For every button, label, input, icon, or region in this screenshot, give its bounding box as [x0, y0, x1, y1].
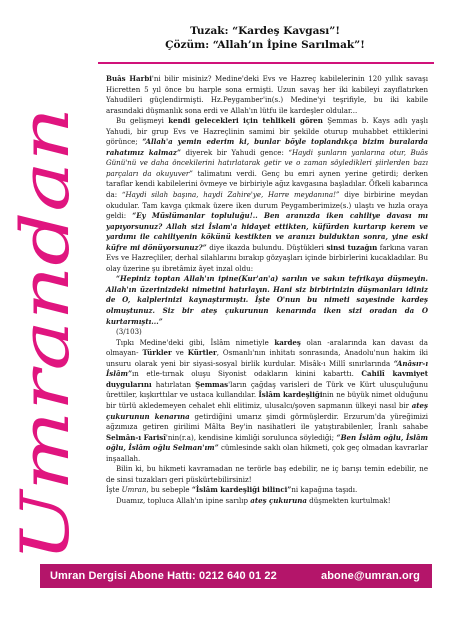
verse-quote: “Hepiniz toptan Allah'ın ipine(Kur'an'a) sarılın ve sakın tefrikaya düşmeyin. Allah'ın üzerinizdeki nimetini hatırlayın. Hani siz birbirinizin düşmanları idiniz de O, kalplerinizi kaynaştırmıştı. İşte O'nun bu nimeti sayesinde kardeş olmuştunuz. Siz bir ateş çukurunun kenarında iken sizi oradan da O kurtarmıştı...”: [106, 274, 428, 326]
text-run: Cahilî kavmiyet duygularını: [106, 369, 428, 389]
text-run: Türkler: [142, 348, 172, 358]
headline-solution: Çözüm: “Allah’ın İpine Sarılmak”!: [165, 39, 365, 51]
text-run: “Haydi şunların yanlarına otur, Buâs Günü'nü ve daha öncekilerini hatırlatarak getir ve o zaman söyledikleri şiirlerden bazı parçaları da okuyuver”: [106, 147, 428, 178]
paragraph-buas: [106, 74, 428, 116]
text-run: ni kapağına taşıdı.: [291, 485, 358, 495]
umrandan-logo-graphic: [7, 92, 84, 572]
text-run: kendi gelecekleri için tehlikeli gören: [168, 116, 323, 126]
text-run: 'ların çağdaş varisleri de Türk ve Kürt ulusçuluğunu ürettiler, kışkırttılar ve ustaca kullandılar.: [106, 379, 428, 400]
text-run: , Osmanlı'nın inhitatı sonrasında, Anadolu'nun hakim iki unsuru olarak yeni bir siyasi-sosyal birlik kurdular. Misâk-ı Millî sınırlarında: [106, 348, 428, 368]
text-run: sinsi tuzağın: [326, 242, 378, 252]
subscription-banner: [40, 564, 432, 588]
text-run: cümlesinde saklı olan hikmeti, çok geç olmadan kavrarlar inşaallah.: [106, 443, 429, 463]
text-run: Bu gelişmeyi: [116, 116, 169, 126]
text-run: Buâs Harbi: [106, 74, 152, 83]
text-run: “İslâm kardeşliği bilinci”: [191, 485, 292, 495]
text-run: “Haydi silah başına, haydi Zahire'ye, Harre meydanına!”: [121, 190, 340, 200]
text-run: “Ey Müslümanlar topluluğu!.. Ben aranızda iken cahiliye davası mı yapıyorsunuz? Allah sizi İslam'a hidayet ettikten, küfürden kurtarıp kerem ve yardımı ile cahiliyenin kökünü kestikten ve aranızı bulduktan sonra, yine eski küfre mi dönüyorsunuz?”: [106, 211, 428, 252]
text-run: Kürtler: [187, 348, 217, 358]
text-run: , bu sebeple: [146, 485, 192, 495]
article-body: [106, 74, 428, 506]
text-run: olan -aralarında kan davası da olmayan-: [106, 337, 428, 358]
verse-reference: (3/103): [116, 327, 142, 337]
paragraph-semmas: [106, 116, 428, 274]
text-run: Selmân-ı Farisî: [106, 432, 166, 442]
text-run: Şemmas b. Kays adlı yaşlı Yahudi, bir grup Evs ve Hazreçlinin samimi bir şekilde oturup muhabbet ettiklerini görünce;: [106, 116, 428, 147]
text-run: ve: [171, 348, 188, 358]
paragraph-umran: [106, 485, 428, 496]
umrandan-vertical-logo: [7, 92, 84, 572]
text-run: Umran: [121, 485, 147, 495]
text-run: talimatını verdi. Genç bu emri aynen yerine getirdi; derken taraflar kendi kabilelerini övmeye ve birbiriyle ağız kavgasına başladılar. Öfkeli kabarınca da:: [106, 168, 428, 200]
text-run: 'ni bilir misiniz? Medine'deki Evs ve Hazreç kabilelerinin 120 yıllık savaşı Hicretten 5 yıl önce bu harple sona ermişti. Uzun savaş her iki kabileyi zayıflatırken Yahudileri güçlendirmişti. Hz.Peygamber'in(s.) Medine'yi teşrifiyle, bu iki kabile arasındaki düşmanlık sona erdi ve Allah'ın lütfu ile kardeşler oldular...: [106, 74, 428, 115]
text-run: Tıpkı Medine'deki gibi, İslâm nimetiyle: [116, 337, 275, 347]
svg-text:Umrandan: Umrandan: [7, 206, 84, 562]
text-run: diye ikazda bulundu. Düştükleri: [206, 242, 327, 252]
text-run: İşte: [106, 485, 122, 495]
text-run: “Ben İslâm oğlu, İslâm oğlu, İslâm oğlu Selman'ım”: [106, 432, 428, 453]
text-run: kardeş: [274, 337, 301, 347]
headline-trap: Tuzak: “Kardeş Kavgası”!: [190, 25, 340, 37]
text-run: Duamız, topluca Allah'ın ipine sarılıp: [116, 495, 251, 505]
article-header: [100, 24, 430, 52]
paragraph-wisdom: [106, 464, 428, 485]
text-run: “Anâsır-ı İslâm”: [106, 358, 428, 379]
text-run: İslâm kardeşliği: [258, 390, 323, 400]
text-run: Şemmas: [195, 379, 229, 389]
text-run: diye birbirine meydan okudular. Tam kavga çıkmak üzere iken durum Peygamberimize(s.) ulaştı ve hızla oraya geldi:: [106, 190, 428, 221]
text-run: getirdiğini umarız şimdi görmüşlerdir. Erzurum'da yüreğimizi ağzımıza getiren girilimi Mâlta Bey'in nasihatleri ile yatıştırabilenler, İranlı sahabe: [106, 411, 428, 432]
text-run: “Allah'a yemin ederim ki, bunlar böyle toplandıkça bizim buralarda rahatımız kalmaz”: [106, 137, 428, 157]
paragraph-prayer: [106, 496, 428, 507]
subscription-phone: Umran Dergisi Abone Hattı: 0212 640 01 22: [50, 570, 277, 582]
subscription-email[interactable]: abone@umran.org: [320, 570, 420, 582]
header-divider: [98, 62, 434, 64]
text-run: farkına varan Evs ve Hazreçliler, derhal silahlarını bırakıp gözyaşları içinde birbirlerini kucakladılar. Bu olay üzerine şu ibretâmiz âyet inzal oldu:: [106, 242, 428, 273]
text-run: Bilin ki, bu hikmeti kavramadan ne terörle baş edebilir, ne iç barışı temin edebilir, ne de sinsi tuzakları geri püskürtebilirsiniz!: [106, 464, 428, 484]
text-run: 'nin(r.a), kendisine kimliği sorulunca söylediği;: [165, 432, 337, 442]
text-run: düşmekten kurtulmak!: [306, 495, 391, 505]
text-run: ateş çukurunun kenarına: [106, 400, 428, 421]
text-run: ateş çukuruna: [250, 495, 307, 505]
text-run: diyerek bir Yahudi gence:: [180, 147, 289, 157]
text-run: hatırlatan: [151, 379, 196, 389]
paragraph-turks-kurds: [106, 338, 428, 465]
text-run: ın etle-tırnak oluşu Siyonist odakların kinini kabarttı.: [132, 369, 362, 379]
text-run: nin ne büyük nimet olduğunu bir türlü akledemeyen cehalet ehli elitimiz, ulusalcı/şoven sapmanın ülkeyi nasıl bir: [106, 390, 428, 410]
